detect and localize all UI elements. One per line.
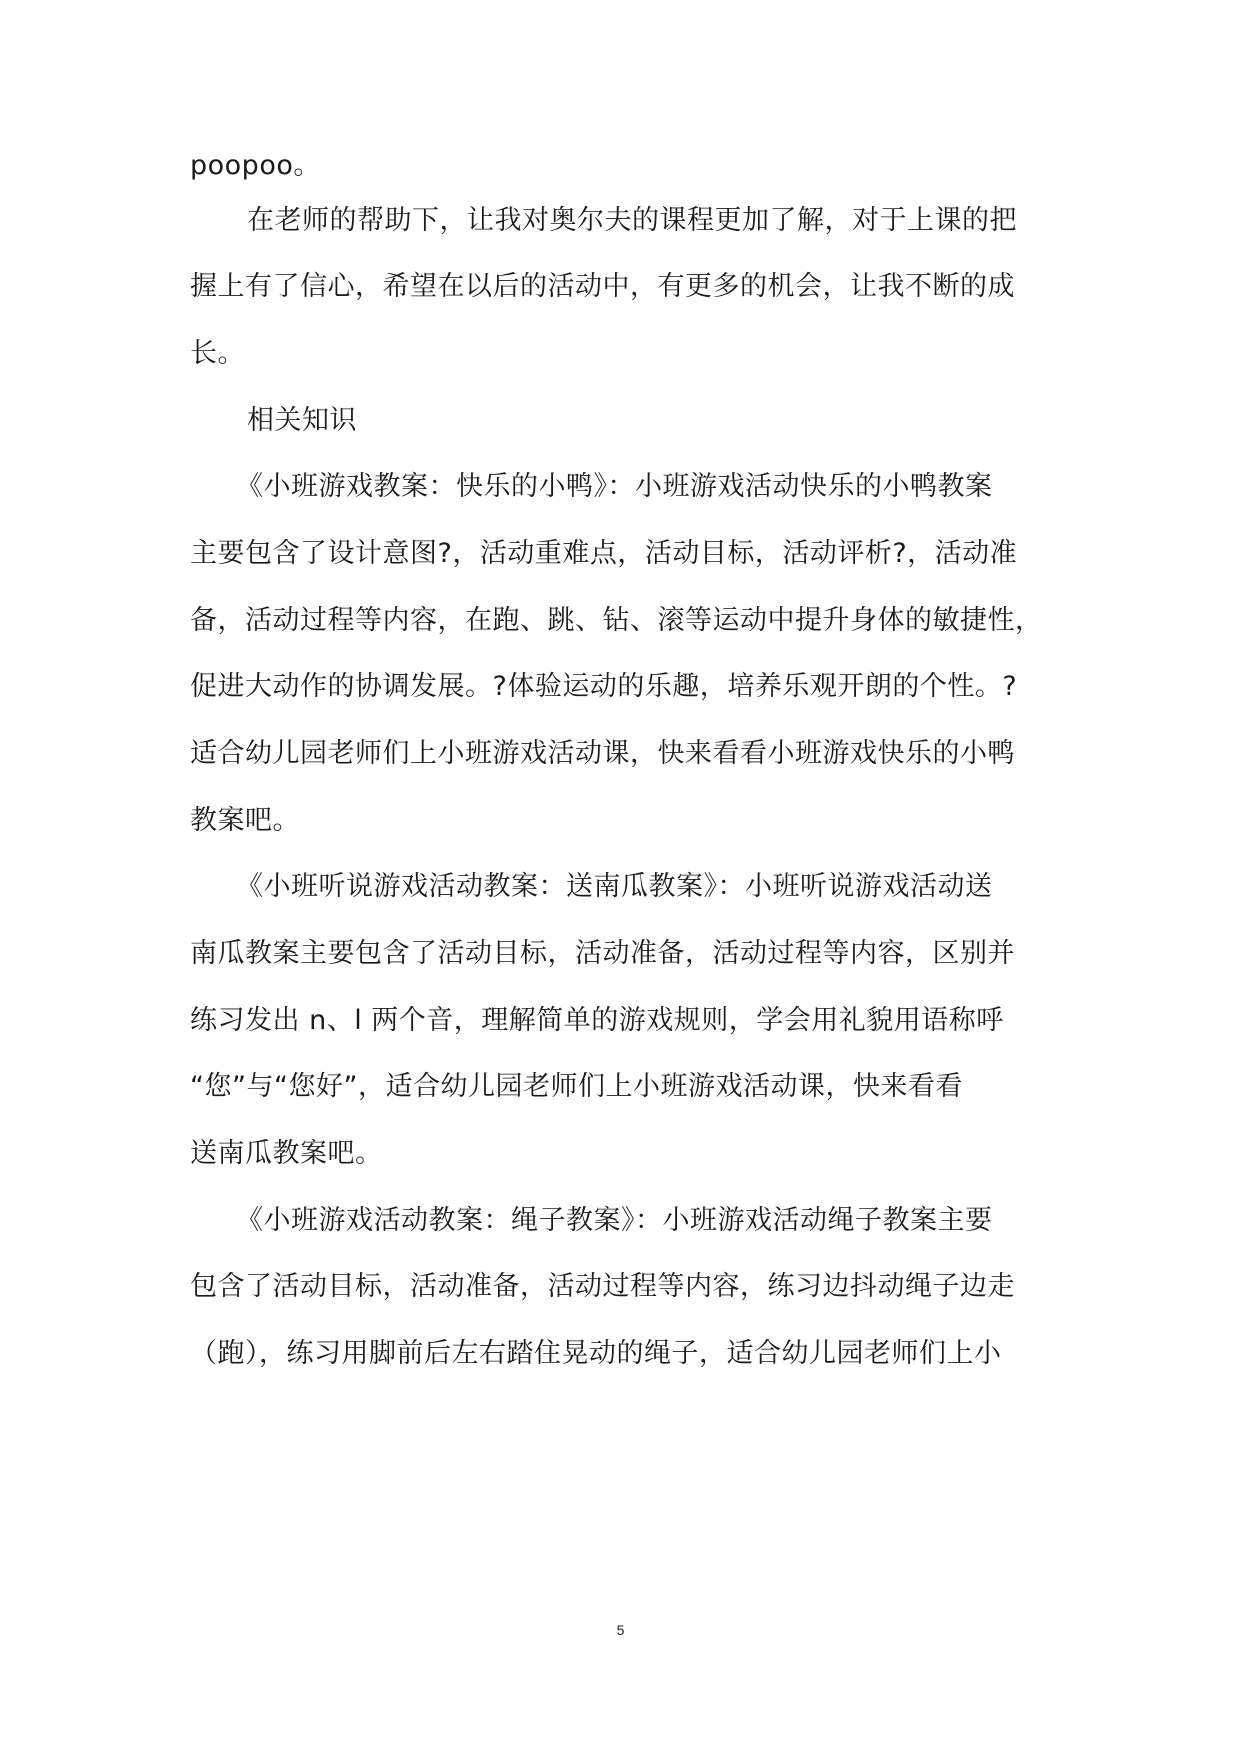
section-heading: 相关知识: [247, 405, 357, 436]
text-line: 长。: [190, 338, 245, 369]
text-line: 送南瓜教案吧。: [190, 1138, 383, 1169]
page-number: 5: [616, 1622, 625, 1638]
paragraph-start: 《小班游戏活动教案：绳子教案》：小班游戏活动绳子教案主要: [236, 1205, 993, 1236]
text-line: 包含了活动目标，活动准备，活动过程等内容，练习边抖动绳子边走: [190, 1271, 1015, 1302]
paragraph-start: 《小班游戏教案：快乐的小鸭》：小班游戏活动快乐的小鸭教案: [236, 471, 993, 502]
text-line: 练习发出 n、l 两个音，理解简单的游戏规则，学会用礼貌用语称呼: [190, 1005, 1004, 1036]
paragraph-start: 《小班听说游戏活动教案：送南瓜教案》：小班听说游戏活动送: [236, 871, 993, 902]
text-line: 南瓜教案主要包含了活动目标，活动准备，活动过程等内容，区别并: [190, 938, 1015, 969]
text-line: 备，活动过程等内容，在跑、跳、钻、滚等运动中提升身体的敏捷性，: [190, 605, 1043, 636]
text-line: 握上有了信心，希望在以后的活动中，有更多的机会，让我不断的成: [190, 271, 1015, 302]
text-line: 适合幼儿园老师们上小班游戏活动课，快来看看小班游戏快乐的小鸭: [190, 738, 1015, 769]
text-line: 主要包含了设计意图?，活动重难点，活动目标，活动评析?，活动准: [190, 538, 1018, 569]
paragraph-start: 在老师的帮助下，让我对奥尔夫的课程更加了解，对于上课的把: [247, 205, 1017, 236]
text-line: （跑），练习用脚前后左右踏住晃动的绳子，适合幼儿园老师们上小: [190, 1338, 1002, 1369]
text-line: “您”与“您好”，适合幼儿园老师们上小班游戏活动课，快来看看: [190, 1071, 963, 1102]
text-line: 促进大动作的协调发展。?体验运动的乐趣，培养乐观开朗的个性。?: [190, 671, 1018, 702]
text-line: 教案吧。: [190, 805, 300, 836]
text-line: poopoo。: [190, 150, 321, 181]
